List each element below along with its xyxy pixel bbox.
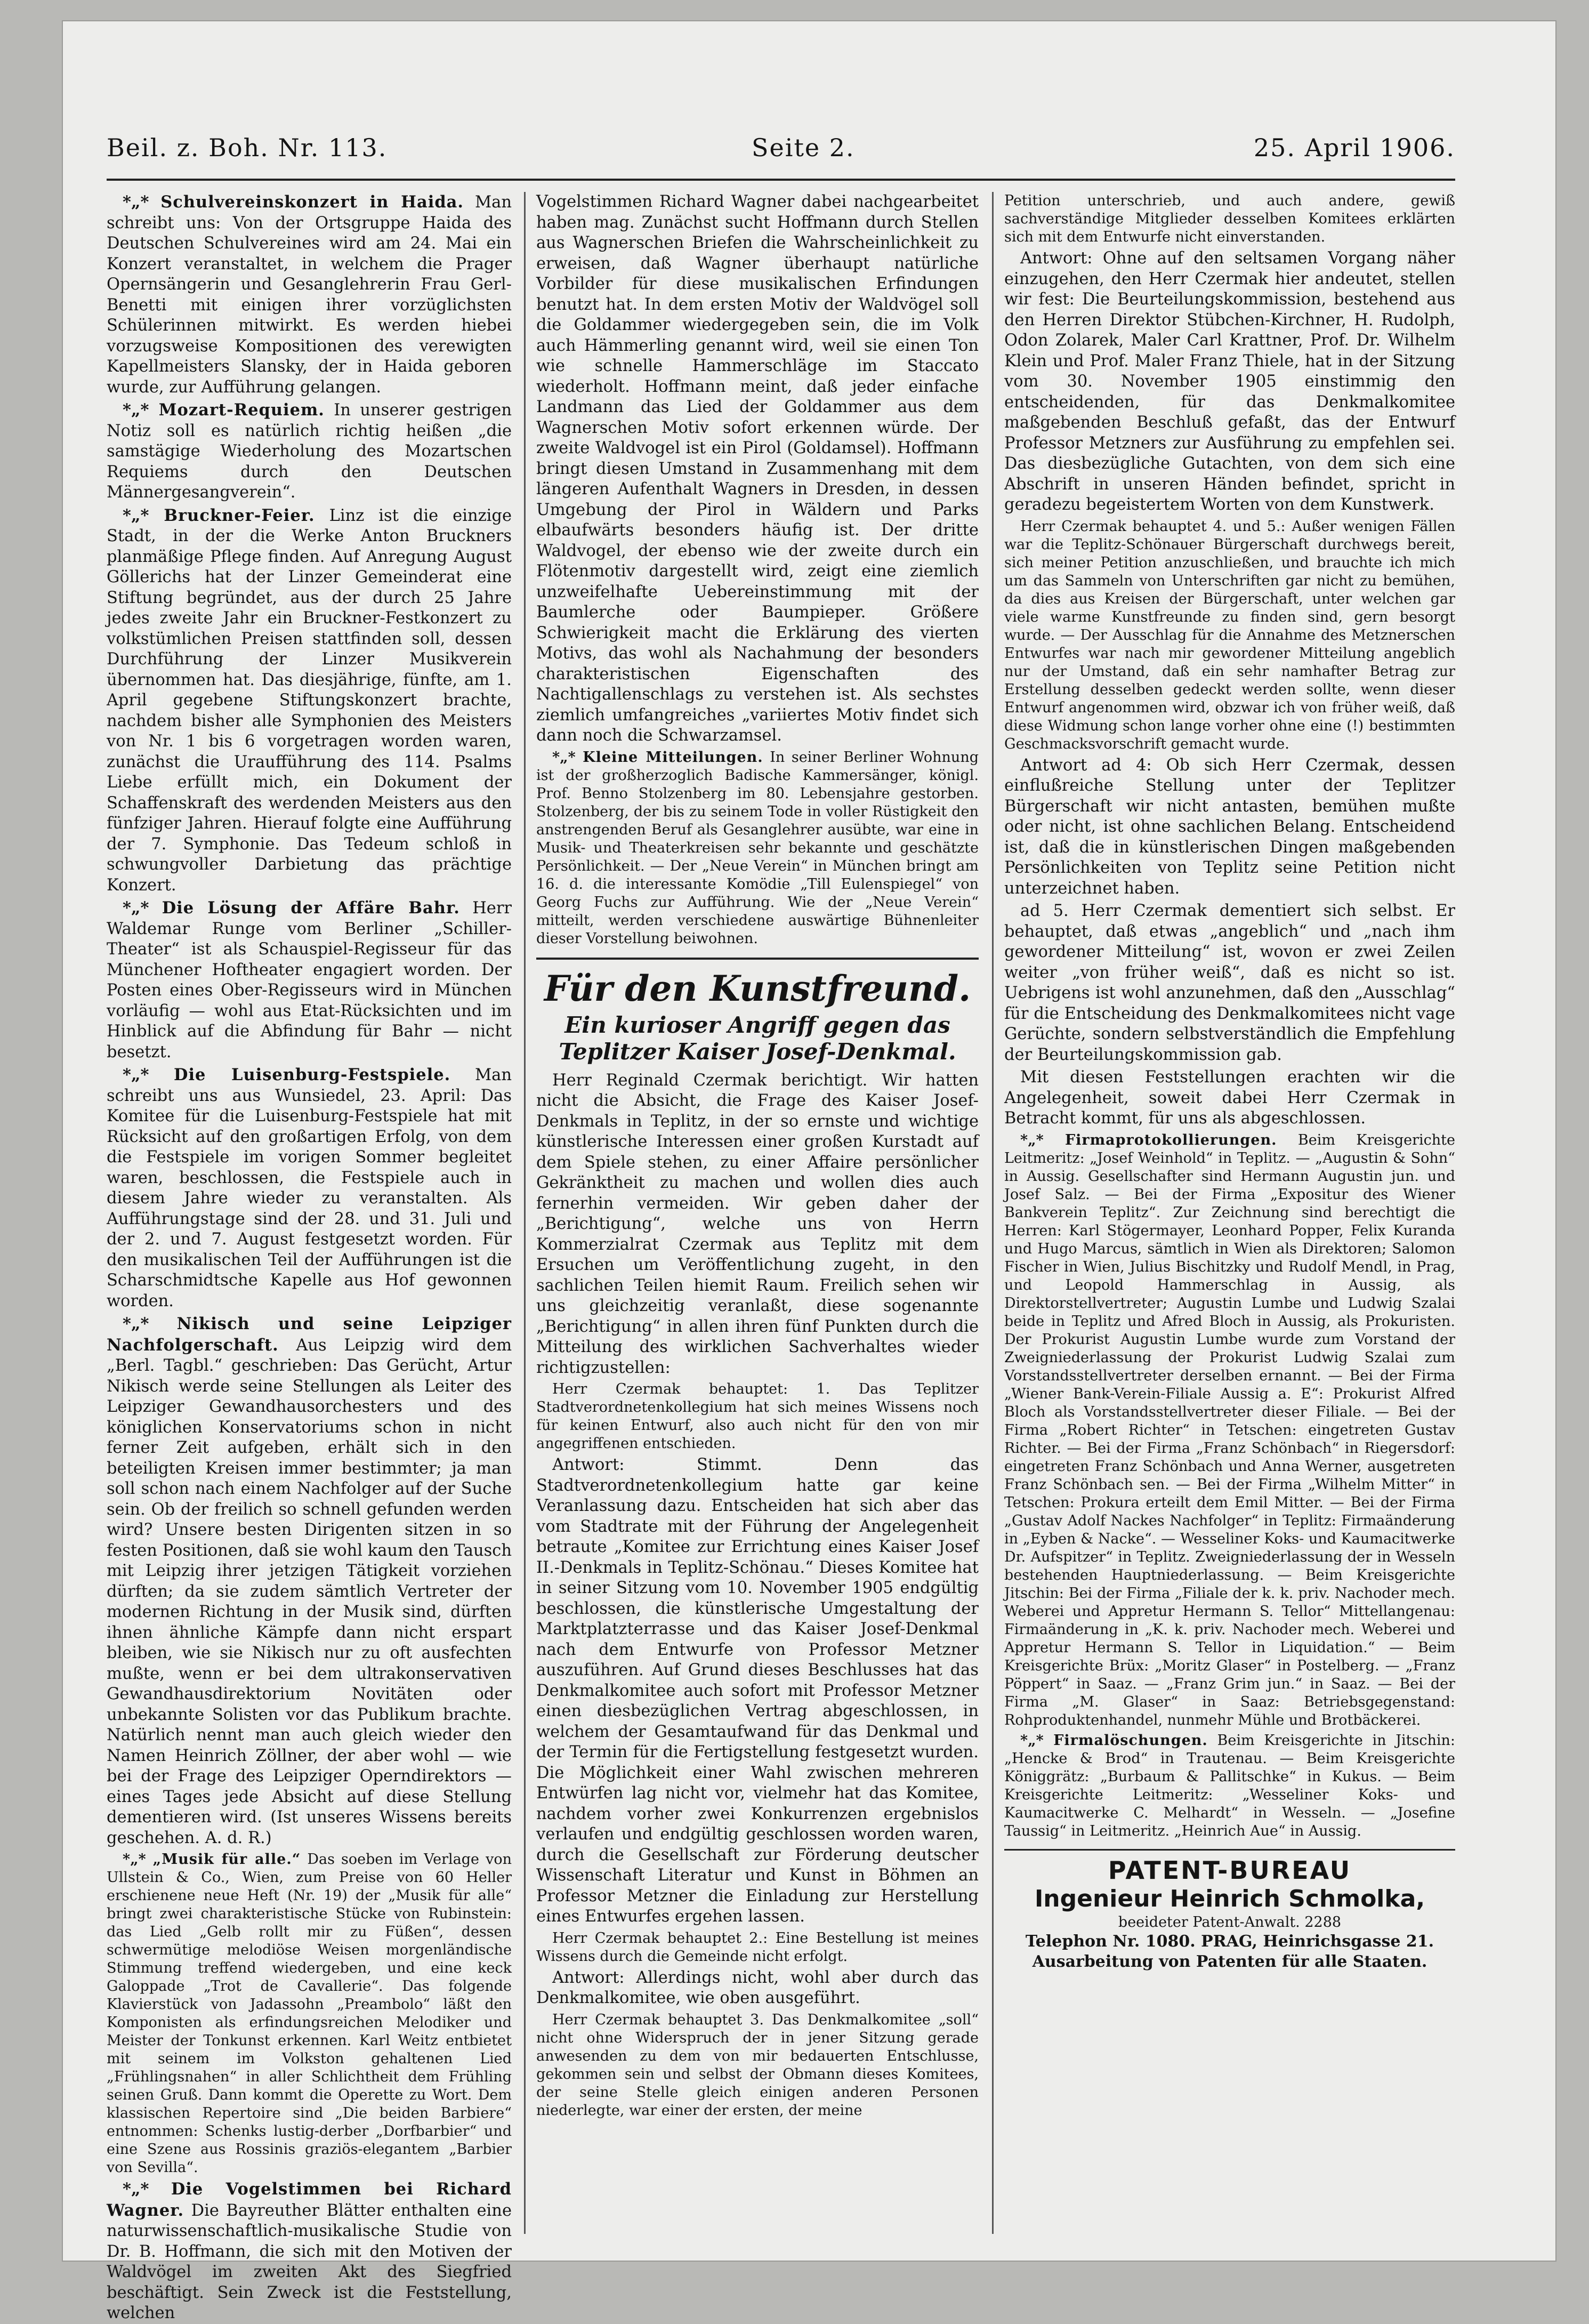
article-body: In unserer gestrigen Notiz soll es natürlich richtig heißen „die samstägige Wiederholung des Mozartschen Requiems durch den Deutschen Männergesangverein“. <box>107 401 512 502</box>
column-1 <box>107 192 512 2322</box>
article: *„* Mozart-Requiem. In unserer gestrigen Notiz soll es natürlich richtig heißen „die samstägige Wiederholung des Mozartschen Requiems durch den Deutschen Männergesangverein“. <box>107 400 512 502</box>
article-continuation: Vogelstimmen Richard Wagner dabei nachgearbeitet haben mag. Zunächst sucht Hoffmann durch Stellen aus Wagnerschen Briefen die Wahrscheinlichkeit zu erweisen, daß Wagner überhaupt natürliche Vorbilder für diese musikalischen Erfindungen benutzt hat. In dem ersten Motiv der Waldvögel soll die Goldammer wiedergegeben sein, die im Volk auch Hämmerling genannt wird, weil sie einen Ton wie schnelle Hammerschläge im Staccato wiederholt. Hoffmann meint, daß jeder einfache Landmann das Lied der Goldammer aus dem Wagnerschen Motiv sofort erkennen würde. Der zweite Waldvogel ist ein Pirol (Goldamsel). Hoffmann bringt diesen Umstand in Zusammenhang mit dem längeren Aufenthalt Wagners in Dresden, in dessen Umgebung der Pirol in Wäldern und Parks elbaufwärts besonders häufig ist. Der dritte Waldvogel, der ebenso wie der zweite durch ein Flötenmotiv dargestellt wird, zeigt eine ziemlich unzweifelhafte Uebereinstimmung mit der Baumlerche oder Baumpieper. Größere Schwierigkeit macht die Erklärung des vierten Motivs, das wohl als Nachahmung der besonders charakteristischen Eigenschaften des Nachtigallenschlags zu verstehen ist. Als sechstes ziemlich umfangreiches „variiertes Motiv findet sich dann noch die Schwarzamsel. <box>536 192 979 745</box>
paragraph: Mit diesen Feststellungen erachten wir die Angelegenheit, soweit dabei Herr Czermak in Betracht kommt, für uns als abgeschlossen. <box>1004 1068 1455 1128</box>
paragraph: Antwort: Ohne auf den seltsamen Vorgang näher einzugehen, den Herr Czermak hier andeutet, stellen wir fest: Die Beurteilungskommission, bestehend aus den Herren Direktor Stübchen-Kirchner, H. Rudolph, Odon Zolarek, Maler Carl Krattner, Prof. Dr. Wilhelm Klein und Prof. Maler Franz Thiele, hat in der Sitzung vom 30. November 1905 einstimmig den entscheidenden, für das Denkmalkomitee maßgebenden Beschluß gefaßt, das der Entwurf Professor Metzners zur Ausführung zu empfehlen sei. Das diesbezügliche Gutachten, von dem sich eine Abschrift in unseren Händen befindet, spricht in geradezu begeistertem Worten von dem Kunstwerk. <box>1004 249 1455 514</box>
advertisement <box>1004 1849 1455 1972</box>
ad-title: PATENT-BUREAU <box>1108 1855 1352 1885</box>
header-rule <box>107 179 1455 181</box>
paragraph: Herr Czermak behauptet 3. Das Denkmalkomitee „soll“ nicht ohne Widerspruch der in jener Sitzung gerade anwesenden zu dem von mir bedauerten Entschlusse, gekommen sein und selbst der Obmann dieses Komitees, der seine Stelle gleich einigen anderen Personen niederlegte, war einer der ersten, der meine <box>536 2011 979 2119</box>
article-heading: Schulvereinskonzert in Haida. <box>160 192 464 212</box>
paragraph: Antwort: Stimmt. Denn das Stadtverordnetenkollegium hatte gar keine Veranlassung dazu. Entscheiden hat sich aber das vom Stadtrate mit der Führung der Angelegenheit betraute „Komitee zur Errichtung eines Kaiser Josef II.-Denkmals in Teplitz-Schönau.“ Dieses Komitee hat in seiner Sitzung vom 10. November 1905 endgültig beschlossen, die künstlerische Umgestaltung der Marktplatzterrasse und das Kaiser Josef-Denkmal nach dem Entwurfe von Professor Metzner auszuführen. Auf Grund dieses Beschlusses hat das Denkmalkomitee auch sofort mit Professor Metzner einen diesbezüglichen Vertrag abgeschlossen, in welchem der Gesamtaufwand für das Denkmal und der Termin für die Fertigstellung festgesetzt wurden. Die Möglichkeit einer Wahl zwischen mehreren Entwürfen lag nicht vor, vielmehr hat das Komitee, nachdem vorher zwei Konkurrenzen ergebnislos verlaufen und endgültig geschlossen worden waren, durch die Gesellschaft zur Förderung deutscher Wissenschaft Literatur und Kunst in Böhmen an Professor Metzner die Einladung zur Herstellung eines Entwurfes ergehen lassen. <box>536 1455 979 1926</box>
paragraph: Antwort: Allerdings nicht, wohl aber durch das Denkmalkomitee, wie oben ausgeführt. <box>536 1968 979 2007</box>
article-heading: Kleine Mitteilungen. <box>583 749 763 766</box>
article: *„* Die Luisenburg-Festspiele. Man schreibt uns aus Wunsiedel, 23. April: Das Komitee für die Luisenburg-Festspiele hat mit Rücksicht auf den großartigen Erfolg, von dem die Festspiele im vorigen Sommer begleitet waren, beschlossen, die Festspiele auch in diesem Jahre wieder zu veranstalten. Als Aufführungstage sind der 28. und 31. Juli und der 2. und 7. August festgesetzt worden. Für den musikalischen Teil der Aufführungen ist die Scharschmidtsche Kapelle aus Hof gewonnen worden. <box>107 1065 512 1310</box>
paragraph: ad 5. Herr Czermak dementiert sich selbst. Er behauptet, daß etwas „angeblich“ und „nach ihm gewordener Mitteilung“ ist, wovon er zwei Zeilen weiter „von früher weiß“, daß es nicht so ist. Uebrigens ist wohl anzunehmen, daß den „Ausschlag“ für die Entscheidung des Denkmalkomitees nicht vage Gerüchte, sondern selbstverständlich die Empfehlung der Beurteilungskommission gab. <box>1004 902 1455 1064</box>
ad-contact: Telephon Nr. 1080. PRAG, Heinrichsgasse 21. <box>1025 1932 1434 1951</box>
article: *„* Nikisch und seine Leipziger Nachfolgerschaft. Aus Leipzig wird dem „Berl. Tagbl.“ geschrieben: Das Gerücht, Artur Nikisch werde seine Stellungen als Leiter des Leipziger Gewandhausorchesters und des königlichen Konservatoriums schon in nicht ferner Zeit aufgeben, erhält sich in den beteiligten Kreisen immer bestimmter; ja man soll schon nach einem Nachfolger auf der Suche sein. Ob der freilich so schnell gefunden werden wird? Unsere besten Dirigenten sitzen in so festen Positionen, daß sie wohl kaum den Tausch mit Leipzig ihrer jetzigen Tätigkeit vorziehen dürften; da sie zudem sämtlich Vertreter der modernen Richtung in der Musik sind, dürften ihnen ähnliche Kämpfe dann nicht erspart bleiben, wie sie Nikisch nur zu oft ausfechten mußte, wenn er bei dem ultrakonservativen Gewandhausdirektorium Novitäten oder unbekannte Solisten vor das Publikum brachte. Natürlich nennt man auch gleich wieder den Namen Heinrich Zöllner, der aber wohl — wie bei der Frage des Leipziger Operndirektors — eines Tages jede Absicht auf diese Stellung dementieren wird. (Ist unseres Wissens bereits geschehen. A. d. R.) <box>107 1314 512 1847</box>
paragraph: Petition unterschrieb, und auch andere, gewiß sachverständige Mitglieder desselben Komitees erklärten sich mit dem Entwurfe nicht einverstanden. <box>1004 192 1455 245</box>
article-heading: Mozart-Requiem. <box>158 400 325 420</box>
article-body: Die Bayreuther Blätter enthalten eine naturwissenschaftlich-musikalische Studie von Dr. B. Hoffmann, die sich mit den Motiven der Waldvögel im zweiten Akt des Siegfried beschäftigt. Sein Zweck ist die Feststellung, welchen <box>107 2201 512 2322</box>
article-body: Man schreibt uns aus Wunsiedel, 23. April: Das Komitee für die Luisenburg-Festspiele hat mit Rücksicht auf den großartigen Erfolg, von dem die Festspiele im vorigen Sommer begleitet waren, beschlossen, die Festspiele auch in diesem Jahre wieder zu veranstalten. Als Aufführungstage sind der 28. und 31. Juli und der 2. und 7. August festgesetzt worden. Für den musikalischen Teil der Aufführungen ist die Scharschmidtsche Kapelle aus Hof gewonnen worden. <box>107 1066 512 1310</box>
article-body: Man schreibt uns: Von der Ortsgruppe Haida des Deutschen Schulvereines wird am 24. Mai ein Konzert veranstaltet, in welchem die Prager Opernsängerin und Gesanglehrerin Frau Gerl-Benetti mit einigen ihrer vorzüglichsten Schülerinnen mitwirkt. Es werden hiebei vorzugsweise Kompositionen des verewigten Kapellmeisters Slansky, der in Haida geboren wurde, zur Aufführung gelangen. <box>107 193 512 397</box>
column-3 <box>1004 192 1455 2245</box>
article-heading: Firmalöschungen. <box>1053 1732 1208 1749</box>
article-body: Herr Waldemar Runge vom Berliner „Schiller-Theater“ ist als Schauspiel-Regisseur für das Münchener Hoftheater engagiert worden. Der Posten eines Ober-Regisseurs wird in München vorläufig — wohl aus Etat-Rücksichten und im Hinblick auf die Abfindung für Bahr — nicht besetzt. <box>107 899 512 1062</box>
page-header <box>107 133 1455 176</box>
column-divider <box>992 192 994 2234</box>
paragraph: Herr Czermak behauptet: 1. Das Teplitzer Stadtverordnetenkollegium hat sich meines Wissens noch für keinen Entwurf, also auch nicht für den von mir angegriffenen entschieden. <box>536 1381 979 1452</box>
article-body: Das soeben im Verlage von Ullstein & Co., Wien, zum Preise von 60 Heller erschienene neue Heft (Nr. 19) der „Musik für alle“ bringt zwei charakteristische Stücke von Rubinstein: das Lied „Gelb rollt mir zu Füßen“, dessen schwermütige melodiöse Weisen morgenländische Stimmung treffend wiedergeben, und eine keck Galoppade „Trot de Cavallerie“. Das folgende Klavierstück von Jadassohn „Preambolo“ läßt den Komponisten als erfindungsreichen Melodiker und Meister der Tonkunst erkennen. Karl Weitz entbietet mit seinem im Volkston gehaltenen Lied „Frühlingsnahen“ in aller Schlichtheit dem Frühling seinen Gruß. Dann kommt die Operette zu Wort. Dem klassischen Repertoire sind „Die beiden Barbiere“ entnommen: Schenks lustig-derber „Dorfbarbier“ und eine Szene aus Rossinis graziös-elegantem „Barbier von Sevilla“. <box>107 1851 512 2176</box>
article-heading: Die Luisenburg-Festspiele. <box>174 1065 451 1084</box>
article-body: In seiner Berliner Wohnung ist der großherzoglich Badische Kammersänger, königl. Prof. Benno Stolzenberg im 80. Lebensjahre gestorben. Stolzenberg, der bis zu seinem Tode in voller Rüstigkeit den anstrengenden Beruf als Gesanglehrer ausübte, war eine in Musik- und Theaterkreisen sehr bekannte und geschätzte Persönlichkeit. — Der „Neue Verein“ in München bringt am 16. d. die interessante Komödie „Till Eulenspiegel“ von Georg Fuchs zur Aufführung. Wie der „Neue Verein“ mitteilt, werden verschiedene auswärtige Bühnenleiter dieser Vorstellung beiwohnen. <box>536 749 979 947</box>
ad-slogan: Ausarbeitung von Patenten für alle Staaten. <box>1032 1952 1427 1971</box>
article: *„* Firmalöschungen. Beim Kreisgerichte in Jitschin: „Hencke & Brod“ in Trautenau. — Beim Kreisgerichte Königgrätz: „Burbaum & Pallitschke“ in Kukus. — Beim Kreisgerichte Leitmeritz: „Wesseliner Koks- und Kaumacitwerke C. Melhardt“ in Wesseln. — „Josefine Taussig“ in Leitmeritz. „Heinrich Aue“ in Aussig. <box>1004 1732 1455 1839</box>
ad-name: Ingenieur Heinrich Schmolka, <box>1034 1885 1425 1912</box>
article-heading: Firmaprotokollierungen. <box>1064 1131 1277 1148</box>
article: *„* Kleine Mitteilungen. In seiner Berliner Wohnung ist der großherzoglich Badische Kammersänger, königl. Prof. Benno Stolzenberg im 80. Lebensjahre gestorben. Stolzenberg, der bis zu seinem Tode in voller Rüstigkeit den anstrengenden Beruf als Gesanglehrer ausübte, war eine in Musik- und Theaterkreisen sehr bekannte und geschätzte Persönlichkeit. — Der „Neue Verein“ in München bringt am 16. d. die interessante Komödie „Till Eulenspiegel“ von Georg Fuchs zur Aufführung. Wie der „Neue Verein“ mitteilt, werden verschiedene auswärtige Bühnenleiter dieser Vorstellung beiwohnen. <box>536 749 979 947</box>
article-heading: Nikisch und seine Leipziger Nachfolgerschaft. <box>107 1314 512 1355</box>
ad-subtitle <box>1004 1913 1455 1932</box>
article: *„* Firmaprotokollierungen. Beim Kreisgerichte Leitmeritz: „Josef Weinhold“ in Teplitz. — „Augustin & Sohn“ in Aussig. Gesellschafter sind Hermann Augustin jun. und Josef Salz. — Bei der Firma „Expositur des Wiener Bankverein Teplitz“. Zur Zeichnung sind berechtigt die Herren: Karl Stögermayer, Leonhard Popper, Felix Kuranda und Hugo Marcus, sämtlich in Wien als Direktoren; Salomon Fischer in Wien, Julius Bischitzky und Rudolf Mendl, in Prag, und Leopold Hammerschlag in Aussig, als Direktorstellvertreter; Augustin Lumbe und Ludwig Szalai beide in Teplitz und Afred Bloch in Aussig, als Prokuristen. Der Prokurist Augustin Lumbe wurde zum Vorstand der Zweigniederlassung der Prokurist Ludwig Szalai zum Vorstandsstellvertreter derselben ernannt. — Bei der Firma „Wiener Bank-Verein-Filiale Aussig a. E“: Prokurist Alfred Bloch als Vorstandsstellvertreter dieser Filiale. — Bei der Firma „Robert Richter“ in Tetschen: eingetreten Gustav Richter. — Bei der Firma „Franz Schönbach“ in Riegersdorf: eingetreten Franz Schönbach und Anna Werner, ausgetreten Franz Schönbach sen. — Bei der Firma „Wilhelm Mitter“ in Tetschen: Prokura erteilt dem Emil Mitter. — Bei der Firma „Gustav Adolf Nackes Nachfolger“ in Teplitz: Firmaänderung in „Eyben & Nacke“. — Wesseliner Koks- und Kaumacitwerke Dr. Aufspitzer“ in Teplitz. Zweigniederlassung der in Wesseln bestehenden Hauptniederlassung. — Beim Kreisgerichte Jitschin: Bei der Firma „Filiale der k. k. priv. Nachoder mech. Weberei und Appretur Hermann S. Tellor“ Mittellangenau: Firmaänderung in „K. k. priv. Nachoder mech. Weberei und Appretur Hermann S. Tellor in Liquidation.“ — Beim Kreisgerichte Brüx: „Moritz Glaser“ in Postelberg. — „Franz Pöppert“ in Saaz. — „Franz Grim jun.“ in Saaz. — Bei der Firma „M. Glaser“ in Saaz: Betriebsgegenstand: Rohproduktenhandel, nunmehr Mühle und Brotbäckerei. <box>1004 1131 1455 1728</box>
article-heading: Die Lösung der Affäre Bahr. <box>162 898 460 918</box>
article: *„* Bruckner-Feier. Linz ist die einzige Stadt, in der die Werke Anton Bruckners planmäßige Pflege finden. Auf Anregung August Göllerichs hat der Linzer Gemeinderat eine Stiftung begründet, aus der durch 25 Jahre jedes zweite Jahr ein Bruckner-Festkonzert zu volkstümlichen Preisen stattfinden soll, dessen Durchführung der Linzer Musikverein übernommen hat. Das diesjährige, fünfte, am 1. April gegebene Stiftungskonzert brachte, nachdem bisher alle Symphonien des Meisters von Nr. 1 bis 6 vorgetragen worden waren, zunächst die Uraufführung des 114. Psalms Liebe erfüllt mich, ein Dokument der Schaffenskraft des werdenden Meisters aus den fünfziger Jahren. Hierauf folgte eine Aufführung der 7. Symphonie. Das Tedeum schloß in schwungvoller Darbietung das prächtige Konzert. <box>107 505 512 895</box>
section-title: Für den Kunstfreund. <box>544 967 971 1009</box>
column-divider <box>524 192 526 2234</box>
kunstfreund-section <box>536 958 979 2120</box>
article: *„* „Musik für alle.“ Das soeben im Verlage von Ullstein & Co., Wien, zum Preise von 60 Heller erschienene neue Heft (Nr. 19) der „Musik für alle“ bringt zwei charakteristische Stücke von Rubinstein: das Lied „Gelb rollt mir zu Füßen“, dessen schwermütige melodiöse Weisen morgenländische Stimmung treffend wiedergeben, und eine keck Galoppade „Trot de Cavallerie“. Das folgende Klavierstück von Jadassohn „Preambolo“ läßt den Komponisten als erfindungsreichen Melodiker und Meister der Tonkunst erkennen. Karl Weitz entbietet mit seinem im Volkston gehaltenen Lied „Frühlingsnahen“ in aller Schlichtheit dem Frühling seinen Gruß. Dann kommt die Operette zu Wort. Dem klassischen Repertoire sind „Die beiden Barbiere“ entnommen: Schenks lustig-derber „Dorfbarbier“ und eine Szene aus Rossinis graziös-elegantem „Barbier von Sevilla“. <box>107 1851 512 2176</box>
section-subtitle: Ein kurioser Angriff gegen das Teplitzer Kaiser Josef-Denkmal. <box>559 1011 956 1065</box>
article-body: Linz ist die einzige Stadt, in der die Werke Anton Bruckners planmäßige Pflege finden. Auf Anregung August Göllerichs hat der Linzer Gemeinderat eine Stiftung begründet, aus der durch 25 Jahre jedes zweite Jahr ein Bruckner-Festkonzert zu volkstümlichen Preisen stattfinden soll, dessen Durchführung der Linzer Musikverein übernommen hat. Das diesjährige, fünfte, am 1. April gegebene Stiftungskonzert brachte, nachdem bisher alle Symphonien des Meisters von Nr. 1 bis 6 vorgetragen worden waren, zunächst die Uraufführung des 114. Psalms Liebe erfüllt mich, ein Dokument der Schaffenskraft des werdenden Meisters aus den fünfziger Jahren. Hierauf folgte eine Aufführung der 7. Symphonie. Das Tedeum schloß in schwungvoller Darbietung das prächtige Konzert. <box>107 506 512 895</box>
article-heading: Bruckner-Feier. <box>164 505 315 525</box>
paragraph: Herr Czermak behauptet 2.: Eine Bestellung ist meines Wissens durch die Gemeinde nicht erfolgt. <box>536 1929 979 1965</box>
column-2 <box>536 192 979 2245</box>
article-body: Beim Kreisgerichte Leitmeritz: „Josef Weinhold“ in Teplitz. — „Augustin & Sohn“ in Aussig. Gesellschafter sind Hermann Augustin jun. und Josef Salz. — Bei der Firma „Expositur des Wiener Bankverein Teplitz“. Zur Zeichnung sind berechtigt die Herren: Karl Stögermayer, Leonhard Popper, Felix Kuranda und Hugo Marcus, sämtlich in Wien als Direktoren; Salomon Fischer in Wien, Julius Bischitzky und Rudolf Mendl, in Prag, und Leopold Hammerschlag in Aussig, als Direktorstellvertreter; Augustin Lumbe und Ludwig Szalai beide in Teplitz und Afred Bloch in Aussig, als Prokuristen. Der Prokurist Augustin Lumbe wurde zum Vorstand der Zweigniederlassung der Prokurist Ludwig Szalai zum Vorstandsstellvertreter derselben ernannt. — Bei der Firma „Wiener Bank-Verein-Filiale Aussig a. E“: Prokurist Alfred Bloch als Vorstandsstellvertreter dieser Filiale. — Bei der Firma „Robert Richter“ in Tetschen: eingetreten Gustav Richter. — Bei der Firma „Franz Schönbach“ in Riegersdorf: eingetreten Franz Schönbach und Anna Werner, ausgetreten Franz Schönbach sen. — Bei der Firma „Wilhelm Mitter“ in Tetschen: Prokura erteilt dem Emil Mitter. — Bei der Firma „Gustav Adolf Nackes Nachfolger“ in Teplitz: Firmaänderung in „Eyben & Nacke“. — Wesseliner Koks- und Kaumacitwerke Dr. Aufspitzer“ in Teplitz. Zweigniederlassung der in Wesseln bestehenden Hauptniederlassung. — Beim Kreisgerichte Jitschin: Bei der Firma „Filiale der k. k. priv. Nachoder mech. Weberei und Appretur Hermann S. Tellor“ Mittellangenau: Firmaänderung in „K. k. priv. Nachoder mech. Weberei und Appretur Hermann S. Tellor in Liquidation.“ — Beim Kreisgerichte Brüx: „Moritz Glaser“ in Postelberg. — „Franz Pöppert“ in Saaz. — „Franz Grim jun.“ in Saaz. — Bei der Firma „M. Glaser“ in Saaz: Betriebsgegenstand: Rohproduktenhandel, nunmehr Mühle und Brotbäckerei. <box>1004 1131 1455 1728</box>
paragraph: Antwort ad 4: Ob sich Herr Czermak, dessen einflußreiche Stellung unter der Teplitzer Bürgerschaft wir nicht antasten, bemühen mußte oder nicht, ist ohne sachlichen Belang. Entscheidend ist, daß die in künstlerischen Dingen maßgebenden Persönlichkeiten von Teplitz seine Petition nicht unterzeichnet haben. <box>1004 755 1455 898</box>
article: *„* Die Vogelstimmen bei Richard Wagner. Die Bayreuther Blätter enthalten eine naturwissenschaftlich-musikalische Studie von Dr. B. Hoffmann, die sich mit den Motiven der Waldvögel im zweiten Akt des Siegfried beschäftigt. Sein Zweck ist die Feststellung, welchen <box>107 2180 512 2322</box>
ad-code: 2288 <box>1304 1913 1342 1931</box>
ad-profession: beeideter Patent-Anwalt. <box>1118 1913 1300 1931</box>
issue-reference: Beil. z. Boh. Nr. 113. <box>107 133 388 162</box>
paragraph: Herr Reginald Czermak berichtigt. Wir hatten nicht die Absicht, die Frage des Kaiser Josef-Denkmals in Teplitz, in der so ernste und wichtige künstlerische Interessen einer großen Kurstadt auf dem Spiele stehen, zu einer Affaire persönlicher Gekränktheit zu machen und wollen dies auch fernerhin vermeiden. Wir geben daher der „Berichtigung“, welche uns von Herrn Kommerzialrat Czermak aus Teplitz mit dem Ersuchen um Veröffentlichung zugeht, in den sachlichen Teilen hiemit Raum. Freilich sehen wir uns gleichzeitig veranlaßt, diese sogenannte „Berichtigung“ in allen ihren fünf Punkten durch die Mitteilung des wirklichen Sachverhaltes wieder richtigzustellen: <box>536 1071 979 1377</box>
issue-date: 25. April 1906. <box>1253 133 1455 162</box>
article-heading: Die Vogelstimmen bei Richard Wagner. <box>107 2180 512 2220</box>
article-body: Aus Leipzig wird dem „Berl. Tagbl.“ geschrieben: Das Gerücht, Artur Nikisch werde seine Stellungen als Leiter des Leipziger Gewandhausorchesters und des königlichen Konservatoriums schon in nicht ferner Zeit aufgeben, erhält sich in den beteiligten Kreisen immer bestimmter; ja man soll schon nach einem Nachfolger auf der Suche sein. Ob der freilich so schnell gefunden werden wird? Unsere besten Dirigenten sitzen in so festen Positionen, daß sie wohl kaum den Tausch mit Leipzig ihrer jetzigen Tätigkeit vorziehen dürften; da sie zudem sämtlich Vertreter der modernen Richtung in der Musik sind, dürften ihnen ähnliche Kämpfe dann nicht erspart bleiben, wie sie Nikisch nur zu oft ausfechten mußte, wenn er bei dem ultrakonservativen Gewandhausdirektorium Novitäten oder unbekannte Solisten vor das Publikum brachte. Natürlich nennt man auch gleich wieder den Namen Heinrich Zöllner, der aber wohl — wie bei der Frage des Leipziger Operndirektors — eines Tages jede Absicht auf diese Stellung dementieren wird. (Ist unseres Wissens bereits geschehen. A. d. R.) <box>107 1336 512 1847</box>
article-heading: „Musik für alle.“ <box>152 1851 301 1868</box>
page-number: Seite 2. <box>752 133 855 162</box>
paragraph: Herr Czermak behauptet 4. und 5.: Außer wenigen Fällen war die Teplitz-Schönauer Bürgerschaft durchwegs bereit, sich meiner Petition anzuschließen, und brauchte ich mich um das Sammeln von Unterschriften gar nicht zu bemühen, da dies aus Kreisen der Bürgerschaft, unter welchen gar viele warme Kunstfreunde zu finden sind, gern besorgt wurde. — Der Ausschlag für die Annahme des Metznerschen Entwurfes war nach mir gewordener Mitteilung angeblich nur der Umstand, daß ein sehr namhafter Betrag zur Erstellung desselben gedeckt werden sollte, wenn dieser Entwurf angenommen wird, obzwar ich von früher weiß, daß diese Widmung schon lange vorher ohne eine (!) bestimmten Geschmacksvorschrift gemacht wurde. <box>1004 518 1455 752</box>
article: *„* Die Lösung der Affäre Bahr. Herr Waldemar Runge vom Berliner „Schiller-Theater“ ist als Schauspiel-Regisseur für das Münchener Hoftheater engagiert worden. Der Posten eines Ober-Regisseurs wird in München vorläufig — wohl aus Etat-Rücksichten und im Hinblick auf die Abfindung für Bahr — nicht besetzt. <box>107 898 512 1062</box>
article-body: Beim Kreisgerichte in Jitschin: „Hencke & Brod“ in Trautenau. — Beim Kreisgerichte Königgrätz: „Burbaum & Pallitschke“ in Kukus. — Beim Kreisgerichte Leitmeritz: „Wesseliner Koks- und Kaumacitwerke C. Melhardt“ in Wesseln. — „Josefine Taussig“ in Leitmeritz. „Heinrich Aue“ in Aussig. <box>1004 1732 1455 1839</box>
article: *„* Schulvereinskonzert in Haida. Man schreibt uns: Von der Ortsgruppe Haida des Deutschen Schulvereines wird am 24. Mai ein Konzert veranstaltet, in welchem die Prager Opernsängerin und Gesanglehrerin Frau Gerl-Benetti mit einigen ihrer vorzüglichsten Schülerinnen mitwirkt. Es werden hiebei vorzugsweise Kompositionen des verewigten Kapellmeisters Slansky, der in Haida geboren wurde, zur Aufführung gelangen. <box>107 192 512 397</box>
